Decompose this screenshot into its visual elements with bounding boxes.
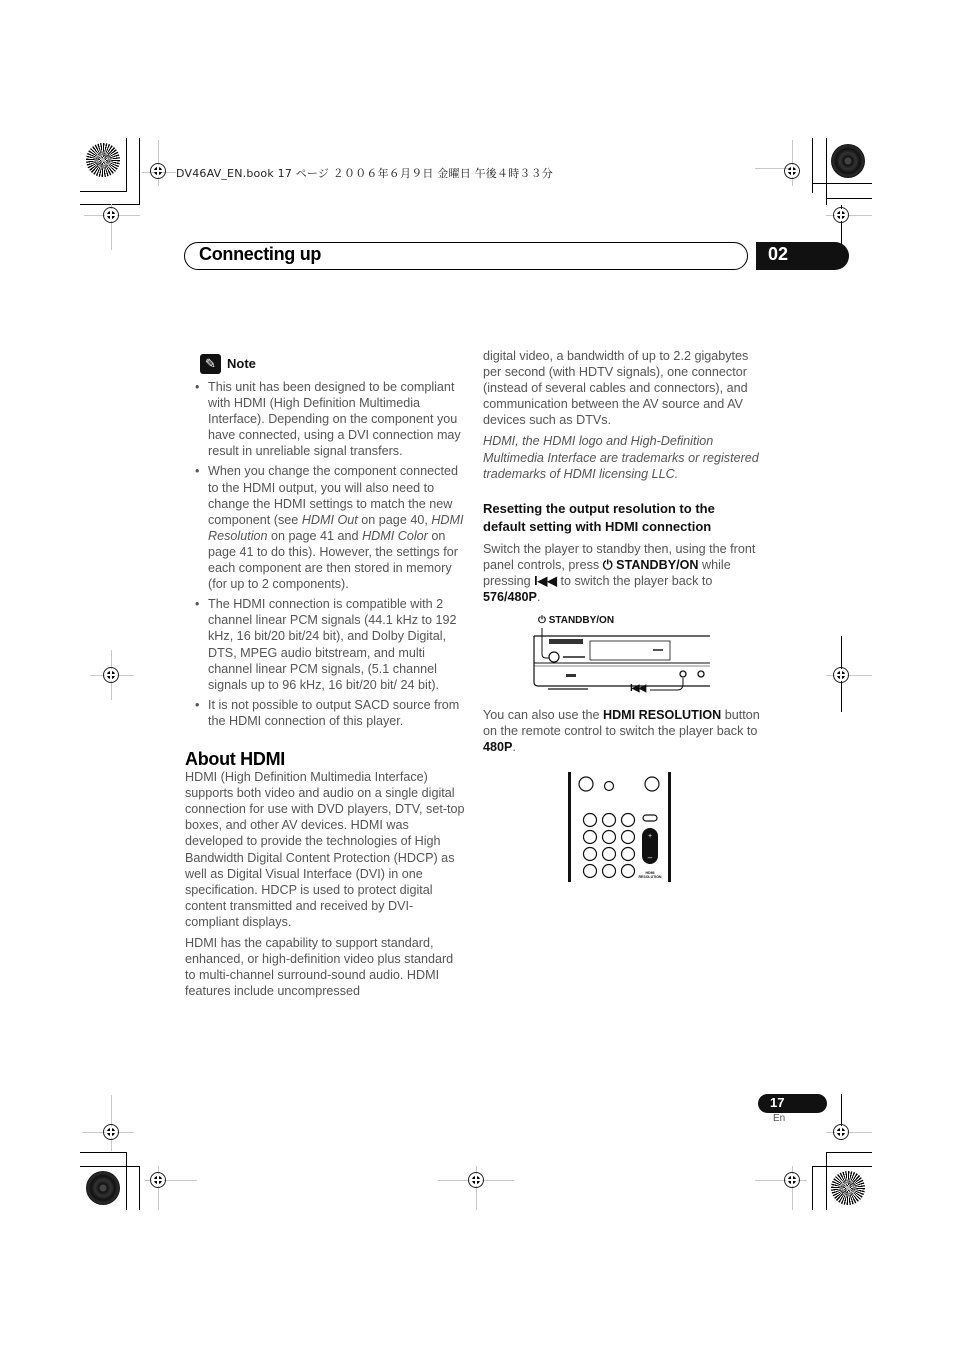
note-item: • The HDMI connection is compatible with 2 channel linear PCM signals (44.1 kHz to 192 kHz, 16 bit/20 bit/24 bit), and Dolby Digital, DTS, MPEG audio bitstream, and multi channel linear PCM signals, (5.1 channel signals up to 96 kHz, 16 bit/20 bit/ 24 bit). [208, 596, 465, 693]
registration-mark-icon [150, 1172, 166, 1188]
note-label: Note [227, 355, 256, 371]
note-item: • It is not possible to output SACD source from the HDMI connection of this player. [208, 697, 465, 729]
registration-starburst-icon [831, 1171, 865, 1205]
registration-mark-icon [784, 163, 800, 179]
svg-text:–: – [647, 853, 653, 862]
remote-instructions: You can also use the HDMI RESOLUTION button on the remote control to switch the player back to 480P. [483, 708, 760, 755]
note-header [200, 354, 465, 374]
page-language: En [773, 1113, 786, 1124]
registration-mark-icon [103, 207, 119, 223]
left-column [185, 354, 465, 1004]
registration-starburst-icon [86, 143, 120, 177]
registration-mark-icon [833, 207, 849, 223]
page-number-tab [758, 1094, 827, 1113]
figure-label-skip-back: I◀◀ [630, 683, 646, 694]
chapter-number: 02 [768, 244, 789, 264]
figure-label-standby: ⏻ STANDBY/ON [538, 615, 615, 626]
hdmi-resolution-label: HDMI RESOLUTION [602, 708, 722, 722]
svg-text:+: + [647, 833, 653, 840]
registration-disc-icon [86, 1171, 120, 1205]
reset-instructions: Switch the player to standby then, using the front panel controls, press ⏻ STANDBY/ON while pressing I◀◀ to switch the player back to 576/480P. [483, 541, 756, 605]
registration-mark-icon [784, 1172, 800, 1188]
right-column [483, 348, 761, 610]
registration-mark-icon [833, 667, 849, 683]
registration-disc-icon [831, 144, 865, 178]
pencil-note-icon: ✎ [200, 354, 221, 374]
page-number: 17 [770, 1095, 785, 1110]
skip-back-icon: I◀◀ [534, 573, 557, 588]
registration-mark-icon [103, 667, 119, 683]
registration-mark-icon [103, 1124, 119, 1140]
dvd-player-front-panel [528, 626, 714, 698]
registration-mark-icon [150, 163, 166, 179]
about-hdmi-paragraph: HDMI (High Definition Multimedia Interface) supports both video and audio on a single digital connection for use with DVD players, DTV, set-top boxes, and other AV devices. HDMI was developed to provide the technologies of High Bandwidth Digital Content Protection (HDCP) as well as Digital Visual Interface (DVI) in one specification. HDCP is used to protect digital content transmitted and received by DVI-compliant displays. [185, 770, 465, 929]
about-hdmi-paragraph: HDMI has the capability to support standard, enhanced, or high-definition video plus standard to multi-channel surround-sound audio. HDMI features include uncompressed [185, 936, 454, 999]
trademark-notice: HDMI, the HDMI logo and High-Definition Multimedia Interface are trademarks or registered trademarks of HDMI licensing LLC. [483, 434, 759, 481]
note-item: • This unit has been designed to be compliant with HDMI (High Definition Multimedia Interface). Depending on the component you have connected, using a DVI connection may result in unreliable signal transfers. [208, 379, 465, 459]
note-list [185, 379, 465, 729]
section-title-about-hdmi: About HDMI [185, 748, 285, 769]
power-icon: ⏻ [602, 557, 613, 572]
svg-text:RESOLUTION: RESOLUTION [638, 875, 662, 879]
chapter-title: Connecting up [199, 244, 322, 264]
svg-text:HDMI: HDMI [645, 871, 655, 875]
about-hdmi-paragraph-continued: digital video, a bandwidth of up to 2.2 gigabytes per second (with HDTV signals), one connector (instead of several cables and connectors), and communication between the AV source and AV devices such as DTVs. [483, 349, 749, 428]
remote-control-figure [566, 770, 674, 884]
registration-mark-icon [833, 1124, 849, 1140]
registration-mark-icon [468, 1172, 484, 1188]
print-book-info: DV46AV_EN.book 17 ページ ２００６年６月９日 金曜日 午後４時３３分 [176, 167, 553, 180]
note-item: • When you change the component connected to the HDMI output, you will also need to change the HDMI settings to match the new component (see HDMI Out on page 40, HDMI Resolution on page 41 and HDMI Color on page 41 to do this). However, the settings for each component are then stored in memory (for up to 2 components). [208, 463, 465, 592]
subsection-title-reset: Resetting the output resolution to the default setting with HDMI connection [483, 500, 715, 534]
